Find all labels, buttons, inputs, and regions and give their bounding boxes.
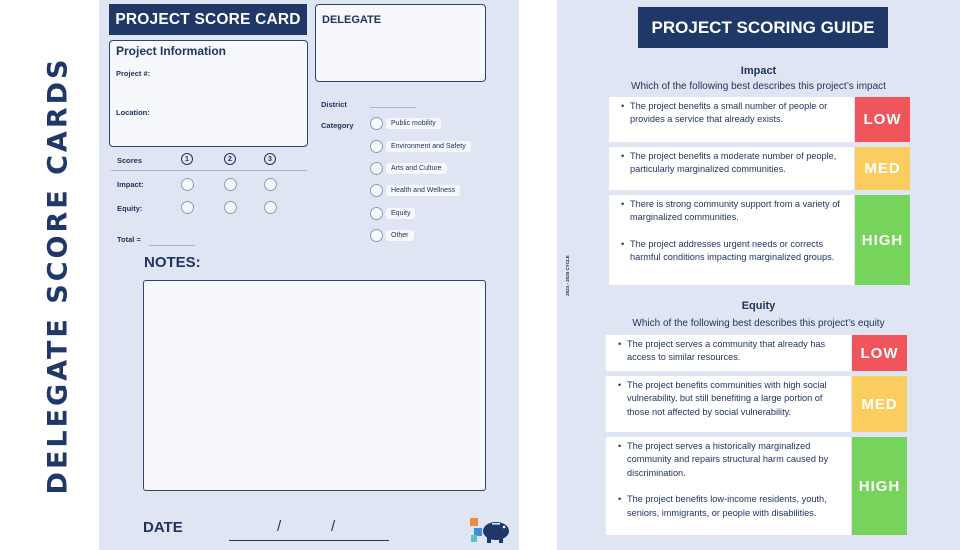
equity-heading: Equity — [741, 300, 776, 312]
project-number-label: Project #: — [116, 69, 151, 78]
project-information-heading: Project Information — [116, 44, 227, 58]
impact-score-2-radio[interactable] — [224, 178, 237, 191]
project-information-box — [109, 40, 308, 147]
category-option-label: Other — [386, 230, 414, 241]
date-separator-2: / — [331, 518, 336, 535]
delegate-label: DELEGATE — [322, 14, 382, 26]
scores-label: Scores — [117, 156, 143, 165]
project-scoring-guide — [557, 0, 960, 550]
category-option-label: Public mobility — [386, 118, 441, 129]
scoring-row-text — [606, 437, 851, 535]
score-number-3: 3 — [264, 153, 276, 165]
scoring-criterion: • The project benefits low-income residents, youth, seniors, immigrants, or people with disabilities. — [606, 493, 845, 520]
scoring-row-text — [606, 335, 851, 371]
impact-label: Impact: — [117, 180, 144, 189]
piggy-bank-logo-icon — [468, 514, 512, 544]
cycle-text: 2024 - 2025 CYCLE — [564, 254, 570, 296]
notes-box[interactable] — [143, 280, 486, 491]
impact-heading: Impact — [740, 65, 777, 77]
notes-label: NOTES: — [144, 254, 201, 271]
score-number-1: 1 — [181, 153, 193, 165]
level-badge: MED — [852, 376, 907, 432]
equity-score-1-radio[interactable] — [181, 201, 194, 214]
cycle-label — [561, 250, 573, 300]
scoring-criterion: • The project serves a historically marginalized community and repairs structural harm caused by discrimination. — [606, 440, 845, 480]
scoring-row-text — [609, 97, 854, 142]
side-title-text: DELEGATE SCORE CARDS — [42, 56, 73, 494]
category-option-label: Health and Wellness — [386, 185, 460, 196]
project-score-card — [99, 0, 519, 550]
equity-score-3-radio[interactable] — [264, 201, 277, 214]
category-radio[interactable] — [370, 207, 383, 220]
category-radio[interactable] — [370, 140, 383, 153]
score-card-title: PROJECT SCORE CARD — [109, 4, 307, 35]
side-title — [20, 0, 95, 550]
category-option-label: Equity — [386, 208, 415, 219]
category-radio[interactable] — [370, 184, 383, 197]
level-badge: MED — [855, 147, 910, 190]
scoring-row-text — [606, 376, 851, 432]
score-number-2: 2 — [224, 153, 236, 165]
scoring-criterion: • The project benefits communities with high social vulnerability, but still benefiting a large portion of those not affected by social vulnerability. — [606, 379, 845, 419]
category-radio[interactable] — [370, 229, 383, 242]
scoring-guide-title: PROJECT SCORING GUIDE — [638, 7, 888, 48]
district-label: District — [321, 100, 347, 109]
level-badge: LOW — [852, 335, 907, 371]
scoring-criterion: • The project serves a community that already has access to similar resources. — [606, 338, 845, 365]
category-radio[interactable] — [370, 117, 383, 130]
scoring-criterion: • The project benefits a moderate number of people, particularly marginalized communities. — [609, 150, 848, 177]
impact-score-3-radio[interactable] — [264, 178, 277, 191]
date-label: DATE — [143, 519, 183, 536]
scoring-criterion: • The project addresses urgent needs or corrects harmful conditions impacting marginalized groups. — [609, 238, 848, 265]
equity-score-2-radio[interactable] — [224, 201, 237, 214]
level-badge: LOW — [855, 97, 910, 142]
level-badge: HIGH — [852, 437, 907, 535]
delegate-box[interactable] — [315, 4, 486, 82]
impact-question: Which of the following best describes this project’s impact — [631, 81, 886, 92]
location-label: Location: — [116, 108, 150, 117]
category-option-label: Arts and Culture — [386, 163, 447, 174]
scoring-row-text — [609, 195, 854, 285]
category-option-label: Environment and Safety — [386, 141, 471, 152]
category-radio[interactable] — [370, 162, 383, 175]
scoring-criterion: • There is strong community support from a variety of marginalized communities. — [609, 198, 848, 225]
level-badge: HIGH — [855, 195, 910, 285]
equity-label: Equity: — [117, 204, 143, 213]
scores-divider — [111, 170, 307, 171]
date-separator-1: / — [277, 518, 282, 535]
equity-question: Which of the following best describes this project’s equity — [632, 318, 885, 329]
total-line[interactable] — [149, 245, 195, 246]
scoring-row-text — [609, 147, 854, 190]
category-label: Category — [321, 121, 354, 130]
impact-score-1-radio[interactable] — [181, 178, 194, 191]
date-line[interactable] — [229, 540, 389, 541]
total-label: Total = — [117, 235, 141, 244]
scoring-criterion: • The project benefits a small number of people or provides a service that already exists. — [609, 100, 848, 127]
district-line[interactable] — [370, 107, 416, 108]
